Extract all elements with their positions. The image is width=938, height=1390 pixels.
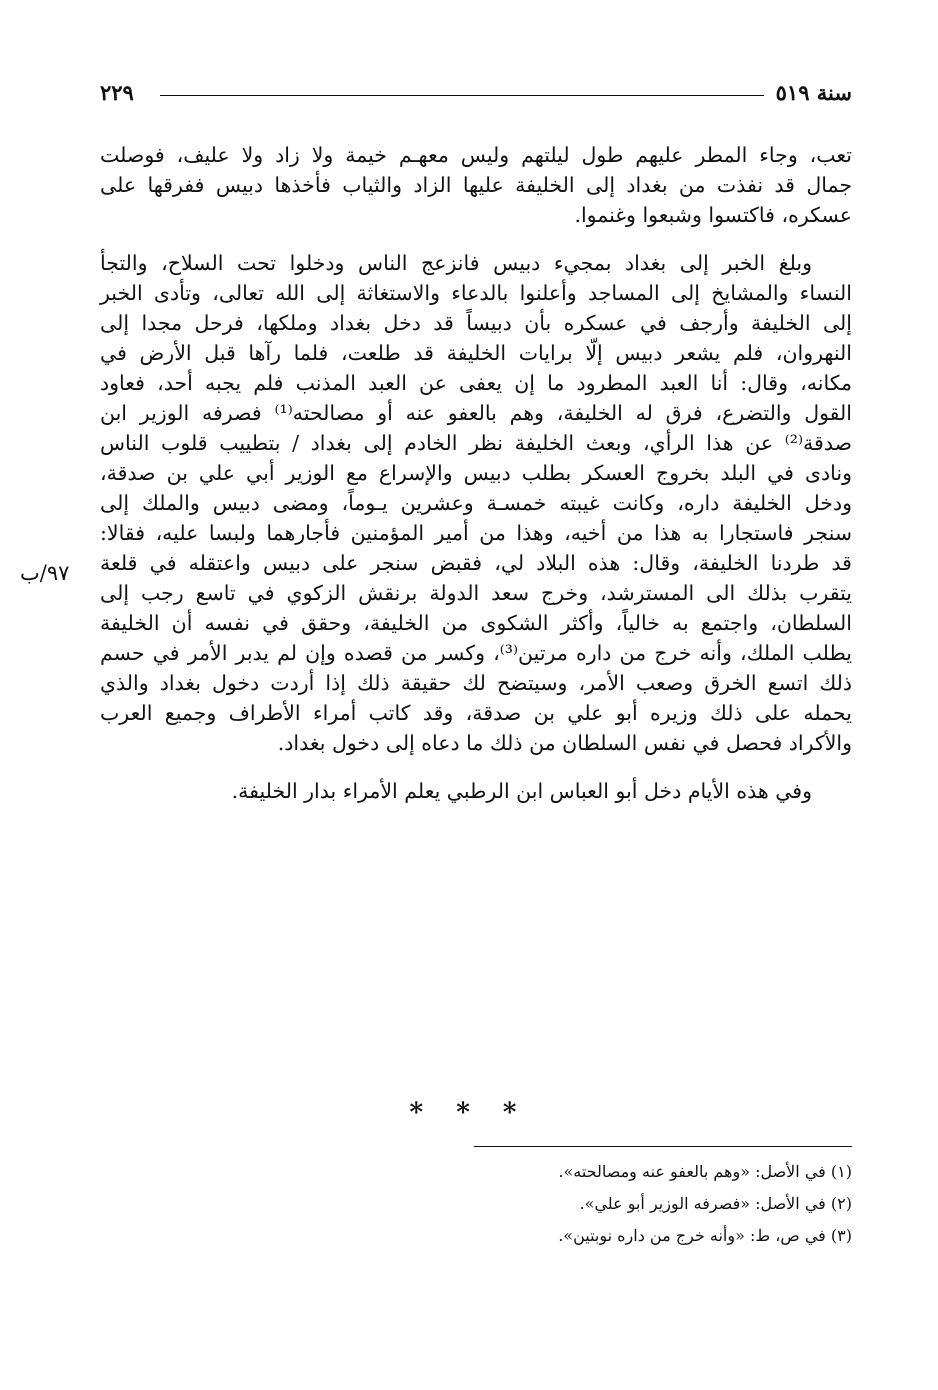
text-line: يتقرب بذلك الى المسترشد، وخرج سعد الدولة برنقش الزكوي في تاسع رجب إلى: [100, 581, 852, 605]
paragraph-gap: [100, 758, 852, 776]
header-rule: [160, 95, 764, 96]
text-line: ذلك اتسع الخرق وصعب الأمر، وسيتضح لك حقيقة ذلك إذا أردت دخول بغداد والذي: [100, 671, 852, 695]
text-line: والأكراد فحصل في نفس السلطان من ذلك ما دعاه إلى دخول بغداد.: [277, 731, 852, 755]
footnotes: [252, 1156, 852, 1252]
margin-folio-note: ٩٧/ب: [20, 561, 70, 585]
section-separator: * * *: [409, 1098, 529, 1128]
text-line: مكانه، وقال: أنا العبد المطرود ما إن يعفى عن العبد المذنب فلم يجبه أحد، فعاود: [100, 371, 852, 395]
text-line: النهروان، فلم يشعر دبيس إلّا برايات الخليفة قد طلعت، فلما رآها قبل الأرض في: [100, 341, 852, 365]
running-header: [100, 76, 852, 112]
paragraph-gap: [100, 230, 852, 248]
header-year: سنة ٥١٩: [775, 80, 852, 105]
text-line: تعب، وجاء المطر عليهم طول ليلتهم وليس معهـم خيمة ولا زاد ولا عليف، فوصلت: [100, 143, 852, 167]
footnote: (٣) في ص، ط: «وأنه خرج من داره نوبتين».: [558, 1226, 852, 1245]
text-line: وفي هذه الأيام دخل أبو العباس ابن الرطبي يعلم الأمراء بدار الخليفة.: [231, 779, 812, 803]
text-line: يحمله على ذلك وزيره أبو علي بن صدقة، وقد كاتب أمراء الأطراف وجميع العرب: [100, 701, 852, 725]
text-line: ونادى في البلد بخروج العسكر بطلب دبيس والإسراع مع الوزير أبي علي بن صدقة،: [100, 461, 852, 485]
text-line: عسكره، فاكتسوا وشبعوا وغنموا.: [574, 203, 852, 227]
text-line: صدقة⁽²⁾ عن هذا الرأي، وبعث الخليفة نظر الخادم إلى بغداد / بتطييب قلوب الناس: [100, 431, 852, 455]
body-text: [100, 140, 852, 806]
text-line: السلطان، واجتمع به خالياً، وأكثر الشكوى من الخليفة، وحقق في نفسه أن الخليفة: [100, 611, 852, 635]
page-number: ٢٢٩: [100, 80, 134, 105]
text-line: وبلغ الخبر إلى بغداد بمجيء دبيس فانزعج الناس ودخلوا تحت السلاح، والتجأ: [100, 251, 812, 275]
footnote: (١) في الأصل: «وهم بالعفو عنه ومصالحته».: [558, 1162, 852, 1181]
footnote: (٢) في الأصل: «فصرفه الوزير أبو علي».: [579, 1194, 852, 1213]
text-line: القول والتضرع، فرق له الخليفة، وهم بالعفو عنه أو مصالحته⁽¹⁾ فصرفه الوزير ابن: [100, 401, 852, 425]
text-line: النساء والمشايخ إلى المساجد وأعلنوا بالدعاء والاستغاثة إلى الله تعالى، وتأدى الخبر: [100, 281, 852, 305]
text-line: سنجر فاستجارا به هذا من أخيه، وهذا من أمير المؤمنين فأجارهما ولبسا عليه، فقالا:: [100, 521, 852, 545]
text-line: يطلب الملك، وأنه خرج من داره مرتين⁽³⁾، وكسر من قصده وإن لم يدبر الأمر في حسم: [100, 641, 852, 665]
text-line: إلى الخليفة وأرجف في عسكره بأن دبيساً قد دخل بغداد وملكها، فرحل مجدا إلى: [100, 311, 852, 335]
footnote-rule: [474, 1146, 852, 1147]
text-line: ودخل الخليفة داره، وكانت غيبته خمسـة وعشرين يـوماً، ومضى دبيس والملك إلى: [100, 491, 852, 515]
text-line: جمال قد نفذت من بغداد إلى الخليفة عليها الزاد والثياب فأخذها دبيس ففرقها على: [100, 173, 852, 197]
text-line: قد طردنا الخليفة، وقال: هذه البلاد لي، فقبض سنجر على دبيس واعتقله في قلعة: [100, 551, 852, 575]
